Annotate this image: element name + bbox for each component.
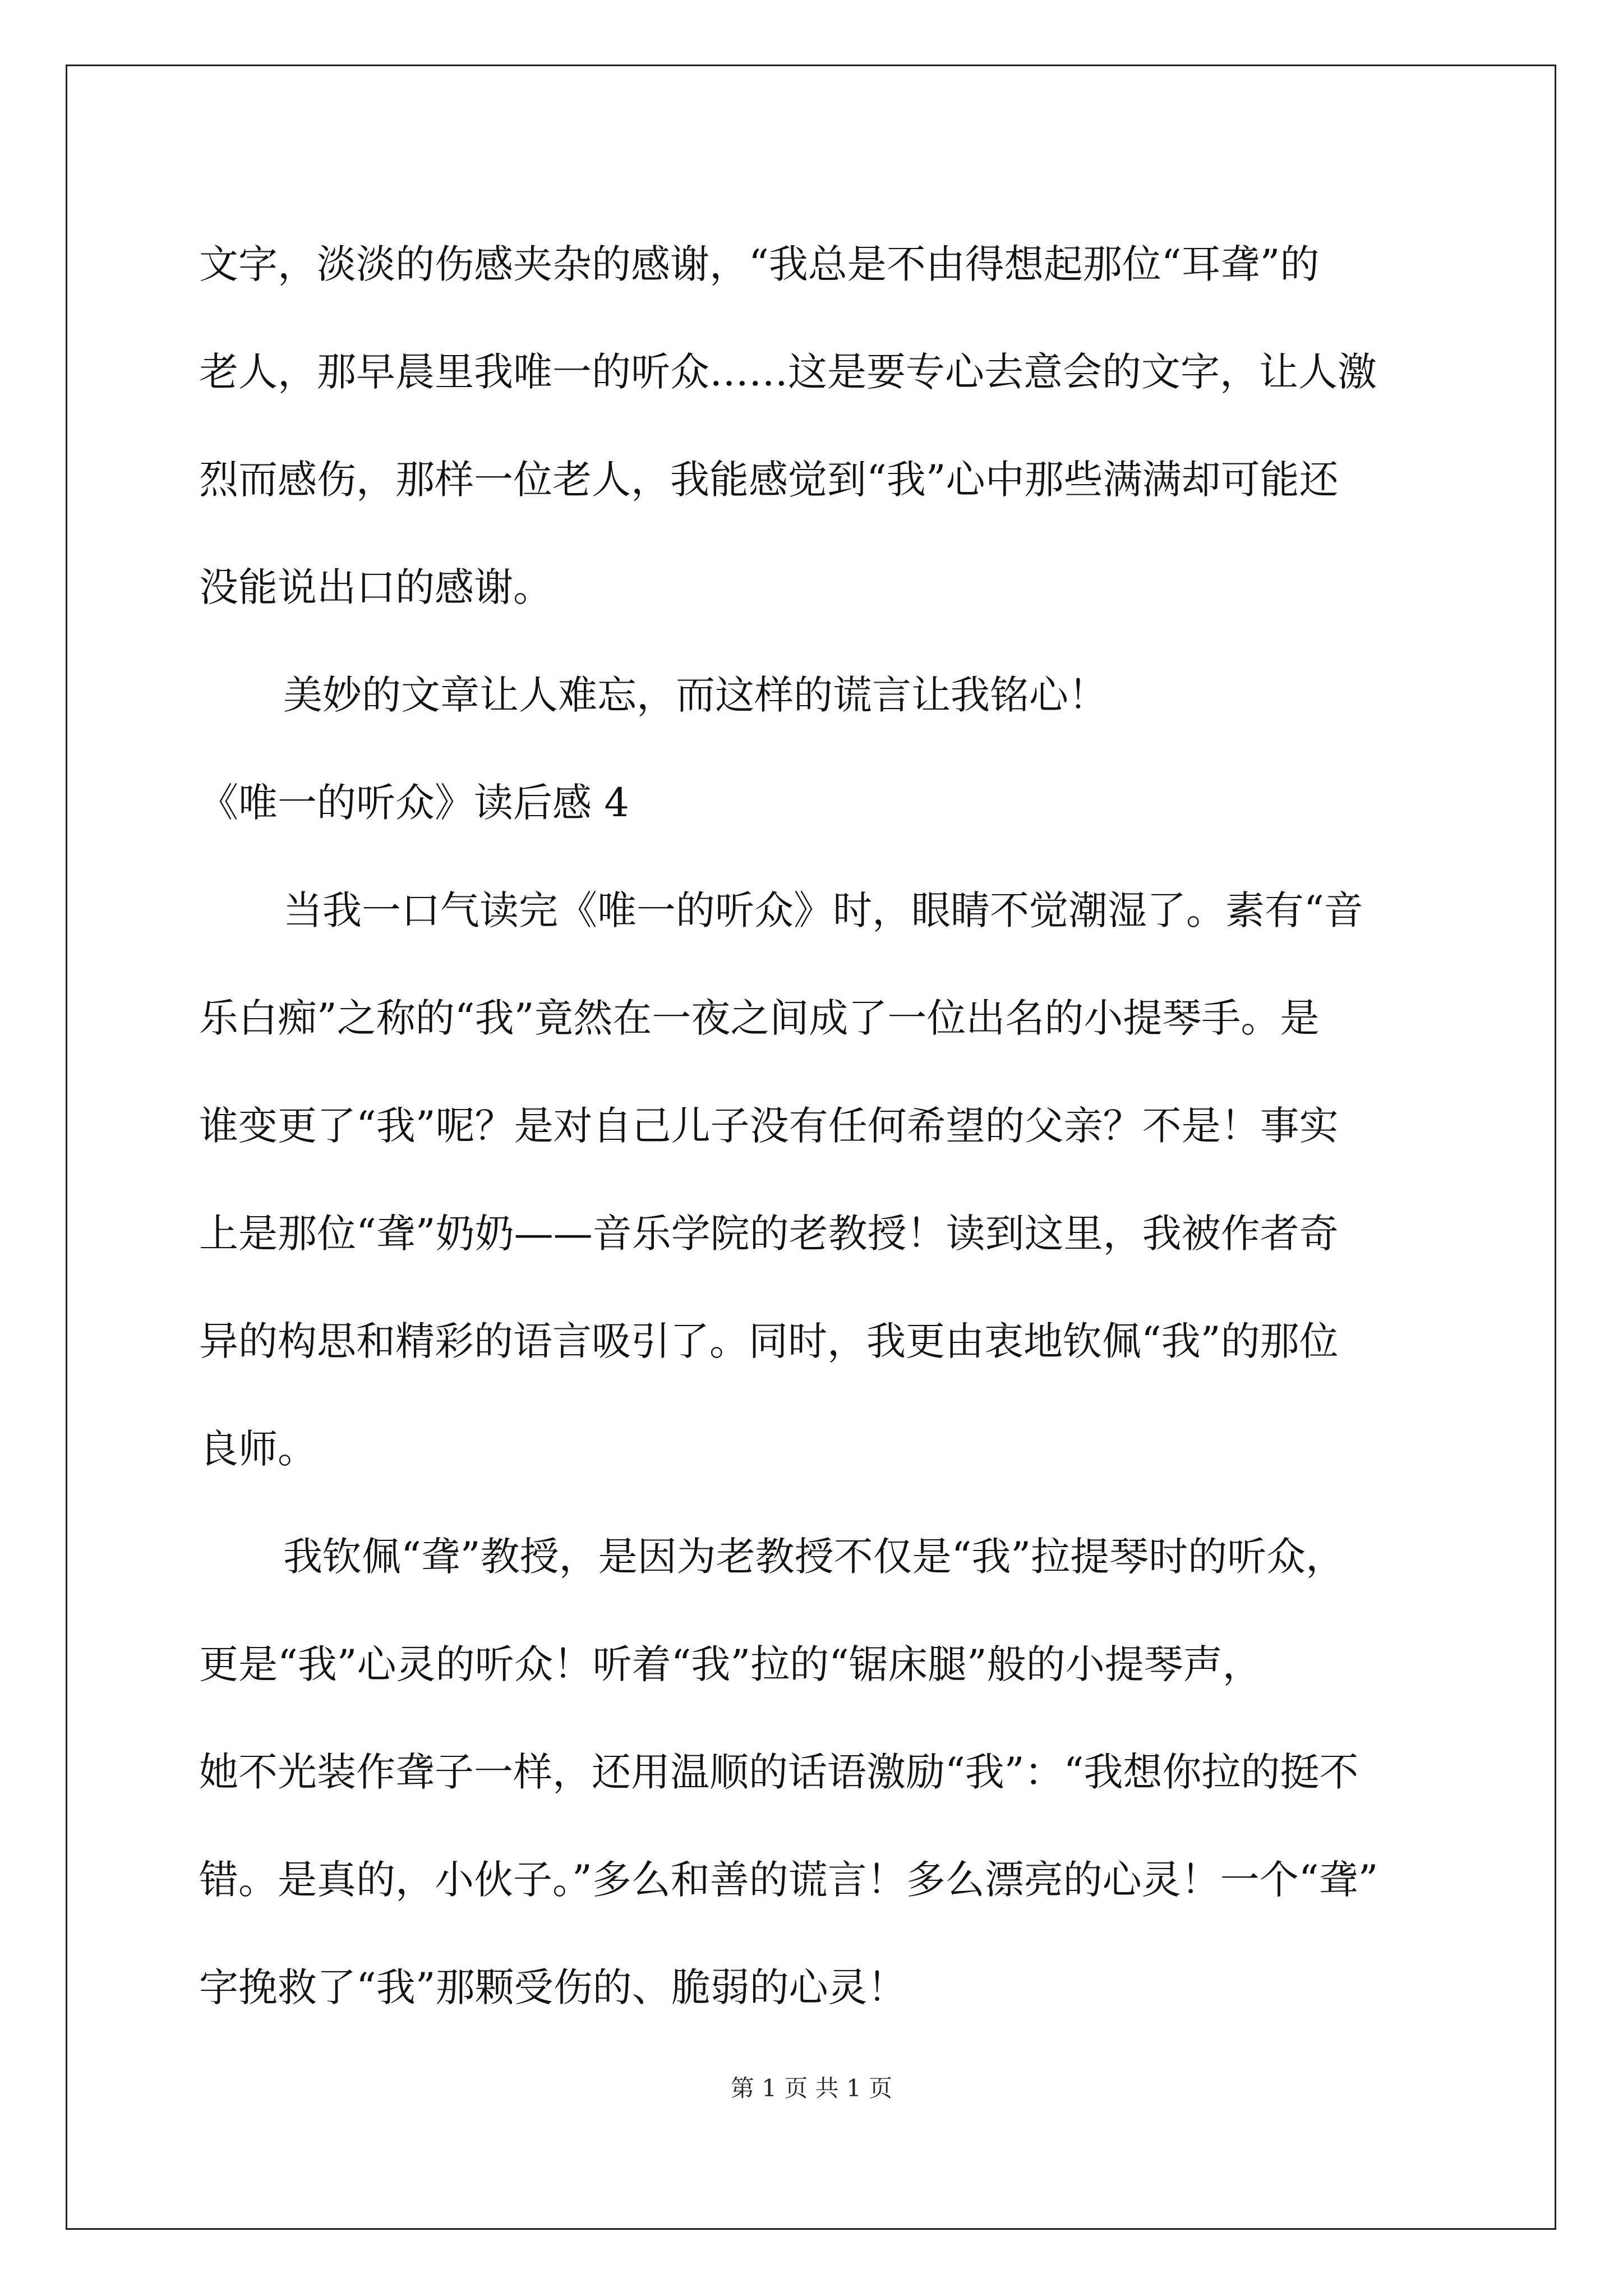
text-line: 乐白痴”之称的“我”竟然在一夜之间成了一位出名的小提琴手。是 — [199, 995, 1320, 1041]
text-line: 烈而感伤，那样一位老人，我能感觉到“我”心中那些满满却可能还 — [199, 457, 1339, 503]
text-line: 异的构思和精彩的语言吸引了。同时，我更由衷地钦佩“我”的那位 — [199, 1318, 1339, 1364]
text-line: 更是“我”心灵的听众！听着“我”拉的“锯床腿”般的小提琴声， — [199, 1641, 1262, 1687]
paragraph-2 — [199, 641, 1489, 749]
text-line: 她不光装作聋子一样，还用温顺的话语激励“我”：“我想你拉的挺不 — [199, 1749, 1359, 1795]
text-line: 美妙的文章让人难忘，而这样的谎言让我铭心！ — [283, 672, 1108, 718]
section-heading: 《唯一的听众》读后感 4 — [199, 780, 629, 826]
text-line: 当我一口气读完《唯一的听众》时，眼睛不觉潮湿了。素有“音 — [283, 887, 1363, 933]
page-footer: 第 1 页 共 1 页 — [730, 2074, 893, 2102]
text-line: 谁变更了“我”呢？是对自己儿子没有任何希望的父亲？不是！事实 — [199, 1103, 1339, 1149]
text-line: 没能说出口的感谢。 — [199, 564, 552, 610]
text-line: 我钦佩“聋”教授，是因为老教授不仅是“我”拉提琴时的听众， — [283, 1534, 1345, 1580]
text-line: 良师。 — [199, 1426, 317, 1472]
text-line: 文字，淡淡的伤感夹杂的感谢，“我总是不由得想起那位“耳聋”的 — [199, 241, 1320, 287]
paragraph-1 — [199, 210, 1489, 641]
paragraph-4 — [199, 1503, 1489, 2041]
paragraph-3 — [199, 857, 1489, 1503]
text-line: 字挽救了“我”那颗受伤的、脆弱的心灵！ — [199, 1964, 907, 2010]
text-line: 上是那位“聋”奶奶——音乐学院的老教授！读到这里，我被作者奇 — [199, 1211, 1339, 1257]
document-body — [199, 210, 1489, 2041]
text-line: 老人，那早晨里我唯一的听众……这是要专心去意会的文字，让人激 — [199, 349, 1377, 395]
text-line: 错。是真的，小伙子。”多么和善的谎言！多么漂亮的心灵！一个“聋” — [199, 1857, 1378, 1903]
